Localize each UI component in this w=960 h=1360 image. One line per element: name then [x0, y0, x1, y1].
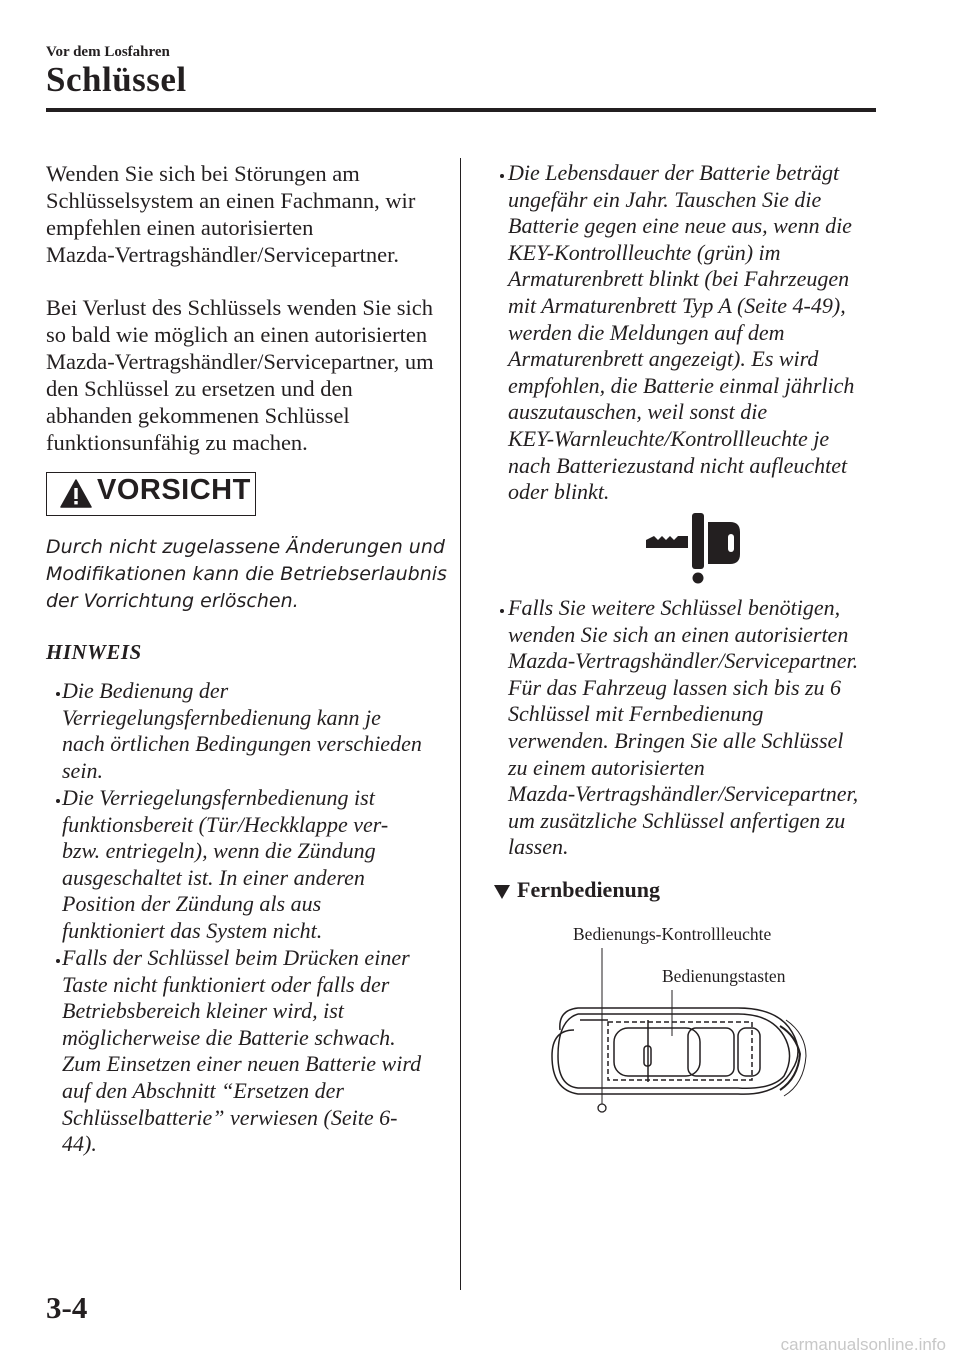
subsection-heading: Fernbedienung	[517, 877, 661, 902]
callout-indicator-light: Bedienungs-Kontrollleuchte	[573, 924, 772, 944]
bullet-dot	[56, 799, 60, 803]
bullet-dot	[56, 692, 60, 696]
callout-buttons: Bedienungstasten	[662, 966, 786, 986]
page-number: 3-4	[46, 1290, 88, 1325]
note-bullet: Die Lebensdauer der Batterie beträgt ungefähr ein Jahr. Tauschen Sie die Batterie gegen eine neue aus, wenn die KEY-Kontrollleuchte (grün) im Armaturenbrett blinkt (bei Fahrzeugen mit Armaturenbrett Typ A (Seite 4-49), werden die Meldungen auf dem Armaturenbrett angezeigt). Es wird empfohlen, die Batterie einmal jährlich auszutauschen, weil sonst die KEY-Warnleuchte/Kontrollleuchte je nach Batteriezustand nicht aufleuchtet oder blinkt.	[508, 160, 855, 505]
intro-paragraph: Wenden Sie sich bei Störungen am Schlüsselsystem an einen Fachmann, wir empfehlen einen autorisierten Mazda-Vertragshändler/Servicepartner.	[46, 161, 416, 267]
note-bullet: Die Verriegelungsfernbedienung ist funktionsbereit (Tür/Heckklappe ver- bzw. entriegeln), wenn die Zündung ausgeschaltet ist. In einer anderen Position der Zündung als aus funktioniert das System nicht.	[62, 785, 389, 943]
bullet-dot	[56, 959, 60, 963]
chapter-title: Schlüssel	[46, 60, 187, 99]
triangle-down-icon	[494, 885, 510, 899]
lost-key-paragraph: Bei Verlust des Schlüssels wenden Sie sich so bald wie möglich an einen autorisierten Mazda-Vertragshändler/Servicepartner, um den Schlüssel zu ersetzen und den abhanden gekommenen Schlüssel funktionsunfähig zu machen.	[46, 295, 434, 455]
bullet-dot	[500, 174, 504, 178]
header-rule	[46, 108, 876, 112]
bullet-dot	[500, 609, 504, 613]
warning-icon	[60, 479, 92, 509]
note-bullet: Falls der Schlüssel beim Drücken einer Taste nicht funktioniert oder falls der Betriebsbereich kleiner wird, ist möglicherweise die Batterie schwach. Zum Einsetzen einer neuen Batterie wird auf den Abschnitt “Ersetzen der Schlüsselbatterie” verwiesen (Seite 6- 44).	[62, 945, 422, 1157]
remote-key-illustration	[548, 940, 808, 1120]
caution-text: Durch nicht zugelassene Änderungen und Modifikationen kann die Betriebserlaubnis der Vorrichtung erlöschen.	[46, 536, 447, 612]
caution-label: VORSICHT	[97, 474, 251, 506]
note-bullet: Falls Sie weitere Schlüssel benötigen, wenden Sie sich an einen autorisierten Mazda-Vertragshändler/Servicepartner. Für das Fahrzeug lassen sich bis zu 6 Schlüssel mit Fernbedienung verwenden. Bringen Sie alle Schlüssel zu einem autorisierten Mazda-Vertragshändler/Servicepartner, um zusätzliche Schlüssel anfertigen zu lassen.	[508, 595, 859, 860]
column-divider	[460, 158, 461, 1290]
note-bullet: Die Bedienung der Verriegelungsfernbedienung kann je nach örtlichen Bedingungen verschieden sein.	[62, 678, 422, 783]
watermark[interactable]: carmanualsonline.info	[780, 1335, 946, 1354]
note-heading: HINWEIS	[46, 640, 142, 664]
key-warning-icon	[644, 512, 744, 584]
section-label: Vor dem Losfahren	[46, 44, 170, 60]
